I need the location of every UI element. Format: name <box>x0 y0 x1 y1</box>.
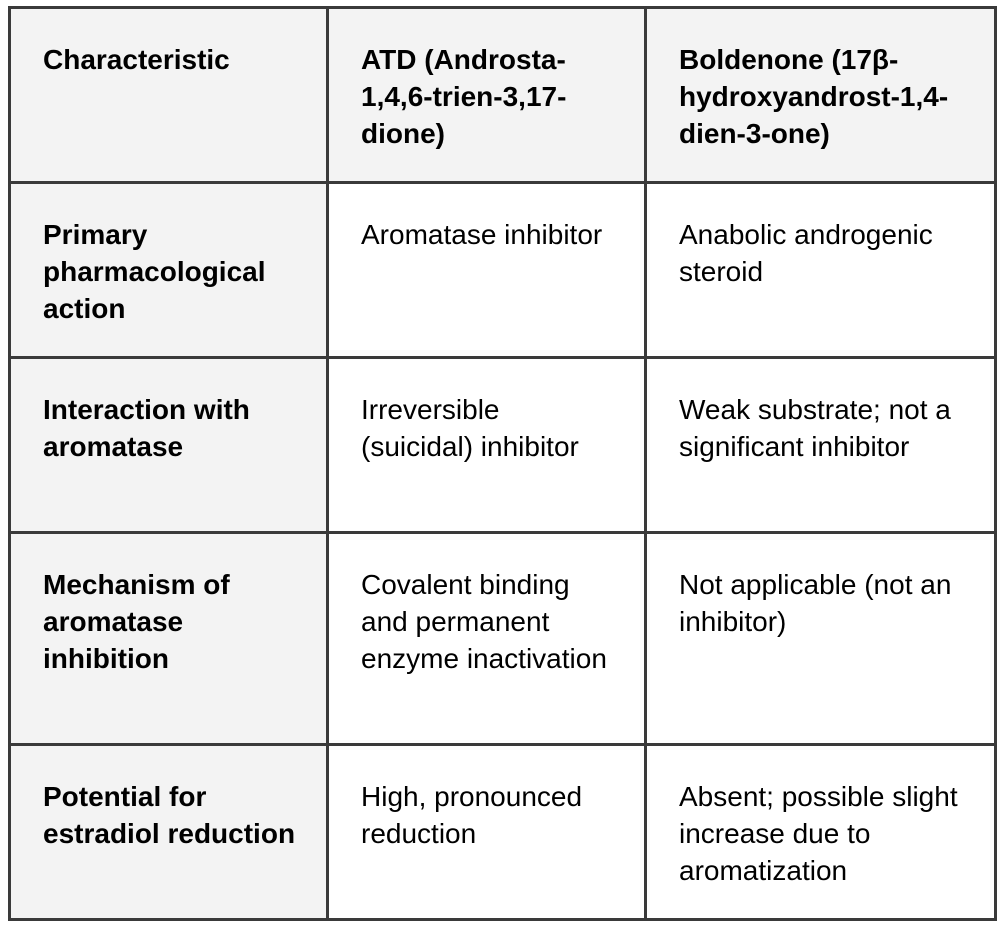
header-boldenone: Boldenone (17β-hydroxyandrost-1,4-dien-3-one) <box>646 8 996 183</box>
table-row <box>10 183 996 358</box>
row-label: Potential for estradiol reduction <box>10 745 328 920</box>
row-label: Mechanism of aromatase inhibition <box>10 533 328 745</box>
cell-atd: High, pronounced reduction <box>328 745 646 920</box>
cell-atd: Irreversible (suicidal) inhibitor <box>328 358 646 533</box>
table-row <box>10 533 996 745</box>
table-row <box>10 745 996 920</box>
header-atd: ATD (Androsta-1,4,6-trien-3,17-dione) <box>328 8 646 183</box>
cell-boldenone: Not applicable (not an inhibitor) <box>646 533 996 745</box>
cell-boldenone: Anabolic androgenic steroid <box>646 183 996 358</box>
row-label: Primary pharmacological action <box>10 183 328 358</box>
cell-boldenone: Weak substrate; not a significant inhibitor <box>646 358 996 533</box>
cell-boldenone: Absent; possible slight increase due to aromatization <box>646 745 996 920</box>
cell-atd: Covalent binding and permanent enzyme inactivation <box>328 533 646 745</box>
comparison-table <box>8 6 997 921</box>
table-header-row <box>10 8 996 183</box>
header-characteristic: Characteristic <box>10 8 328 183</box>
cell-atd: Aromatase inhibitor <box>328 183 646 358</box>
row-label: Interaction with aromatase <box>10 358 328 533</box>
table-row <box>10 358 996 533</box>
